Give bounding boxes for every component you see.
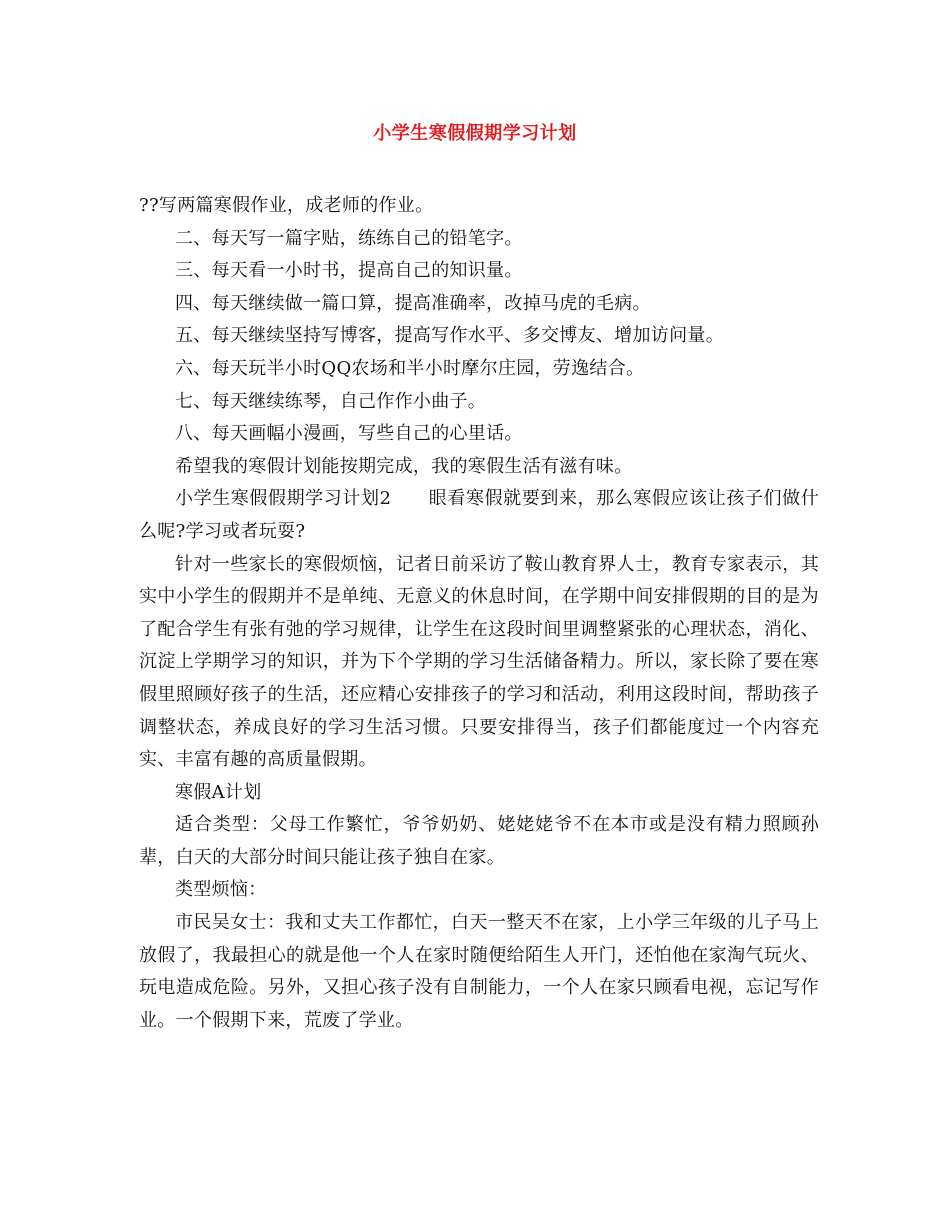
paragraph-1: ??写两篇寒假作业，成老师的作业。: [139, 195, 434, 216]
paragraph-14: 类型烦恼：: [175, 879, 267, 901]
paragraph-5: 五、每天继续坚持写博客，提高写作水平、多交博友、增加访问量。: [175, 325, 724, 347]
paragraph-12: 寒假A计划: [175, 781, 262, 803]
paragraph-6: 六、每天玩半小时QQ农场和半小时摩尔庄园，劳逸结合。: [175, 357, 645, 379]
paragraph-4: 四、每天继续做一篇口算，提高准确率，改掉马虎的毛病。: [175, 292, 651, 314]
paragraph-2: 二、每天写一篇字贴，练练自己的铅笔字。: [175, 227, 523, 249]
paragraph-9: 希望我的寒假计划能按期完成，我的寒假生活有滋有味。: [175, 455, 633, 477]
paragraph-11: 针对一些家长的寒假烦恼，记者日前采访了鞍山教育界人士，教育专家表示，其实中小学生的假期并不是单纯、无意义的休息时间，在学期中间安排假期的目的是为了配合学生有张有弛的学习规律，让学生在这段时间里调整紧张的心理状态，消化、沉淀上学期学习的知识，并为下个学期的学习生活储备精力。所以，家长除了要在寒假里照顾好孩子的生活，还应精心安排孩子的学习和活动，利用这段时间，帮助孩子调整状态，养成良好的学习生活习惯。只要安排得当，孩子们都能度过一个内容充实、丰富有趣的高质量假期。: [139, 553, 819, 771]
document-title: 小学生寒假假期学习计划: [373, 123, 577, 144]
document-body: [139, 190, 819, 1037]
paragraph-3: 三、每天看一小时书，提高自己的知识量。: [175, 260, 523, 282]
paragraph-15: 市民吴女士：我和丈夫工作都忙，白天一整天不在家，上小学三年级的儿子马上放假了，我最担心的就是他一个人在家时随便给陌生人开门，还怕他在家淘气玩火、玩电造成危险。另外，又担心孩子没有自制能力，一个人在家只顾看电视，忘记写作业。一个假期下来，荒废了学业。: [139, 912, 819, 1031]
paragraph-13: 适合类型：父母工作繁忙，爷爷奶奶、姥姥姥爷不在本市或是没有精力照顾孙辈，白天的大部分时间只能让孩子独自在家。: [139, 814, 819, 868]
paragraph-8: 八、每天画幅小漫画，写些自己的心里话。: [175, 423, 523, 445]
paragraph-7: 七、每天继续练琴，自己作作小曲子。: [175, 390, 487, 412]
paragraph-10: 小学生寒假假期学习计划2 眼看寒假就要到来，那么寒假应该让孩子们做什么呢?学习或者玩耍?: [139, 488, 819, 542]
